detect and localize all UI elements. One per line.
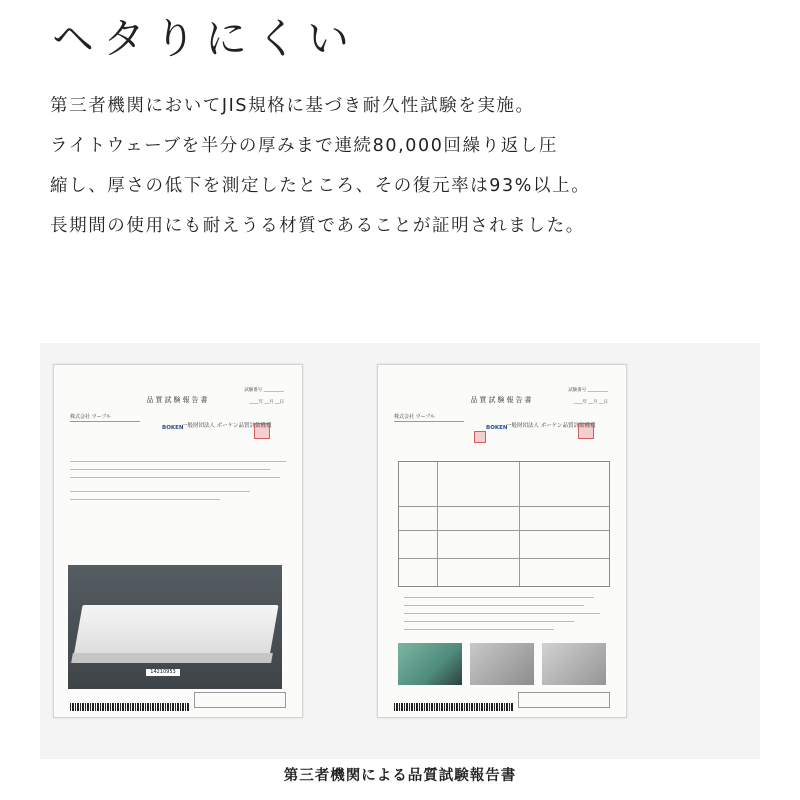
test-report-document-right xyxy=(377,364,627,718)
recipient-underline xyxy=(394,421,464,422)
mattress-side-image xyxy=(71,653,273,663)
recipient-underline xyxy=(70,421,140,422)
text-rule xyxy=(70,499,220,500)
report-date: ____年 __月 __日 xyxy=(249,400,284,405)
body-line-4: 長期間の使用にも耐えうる材質であることが証明されました。 xyxy=(50,216,585,236)
text-rule xyxy=(70,469,270,470)
text-rule xyxy=(404,597,594,598)
text-rule xyxy=(70,491,250,492)
text-rule xyxy=(404,613,600,614)
body-paragraph xyxy=(50,86,770,246)
text-rule xyxy=(70,477,280,478)
sample-label: 14210953 xyxy=(146,669,180,676)
text-rule xyxy=(404,621,574,622)
seal-stamp-icon xyxy=(578,423,594,439)
boken-logo: BOKEN xyxy=(486,425,508,431)
barcode-icon xyxy=(70,703,190,711)
foam-sample-photos xyxy=(398,643,608,685)
report-date: ____年 __月 __日 xyxy=(573,400,608,405)
report-title: 品質試験報告書 xyxy=(470,396,534,404)
seal-stamp-icon xyxy=(474,431,486,443)
report-recipient: 株式会社 ウーブル xyxy=(394,414,436,420)
text-rule xyxy=(404,629,554,630)
mattress-image xyxy=(73,605,278,657)
body-line-2: ライトウェーブを半分の厚みまで連続80,000回繰り返し圧 xyxy=(50,136,559,156)
report-number: 試験番号 _________ xyxy=(568,388,608,393)
report-number: 試験番号 _________ xyxy=(244,388,284,393)
body-line-1: 第三者機関においてJIS規格に基づき耐久性試験を実施。 xyxy=(50,96,535,116)
testing-organization: 一般財団法人 ボーケン品質評価機構 xyxy=(182,423,272,429)
signature-box xyxy=(518,692,610,708)
text-rule xyxy=(404,605,584,606)
results-table xyxy=(398,461,610,587)
seal-stamp-icon xyxy=(254,423,270,439)
test-report-document-left xyxy=(53,364,303,718)
boken-logo: BOKEN xyxy=(162,425,184,431)
report-photo xyxy=(40,343,760,759)
signature-box xyxy=(194,692,286,708)
mattress-sample-photo xyxy=(68,565,282,689)
text-rule xyxy=(70,461,286,462)
report-recipient: 株式会社 ウーブル xyxy=(70,414,112,420)
report-title: 品質試験報告書 xyxy=(146,396,210,404)
foam-sample-image xyxy=(542,643,606,685)
body-line-3: 縮し、厚さの低下を測定したところ、その復元率は93%以上。 xyxy=(50,176,591,196)
testing-organization: 一般財団法人 ボーケン品質評価機構 xyxy=(506,423,596,429)
foam-sample-image xyxy=(398,643,462,685)
photo-caption: 第三者機関による品質試験報告書 xyxy=(283,768,517,784)
barcode-icon xyxy=(394,703,514,711)
foam-sample-image xyxy=(470,643,534,685)
page-heading: ヘタりにくい xyxy=(52,14,359,63)
